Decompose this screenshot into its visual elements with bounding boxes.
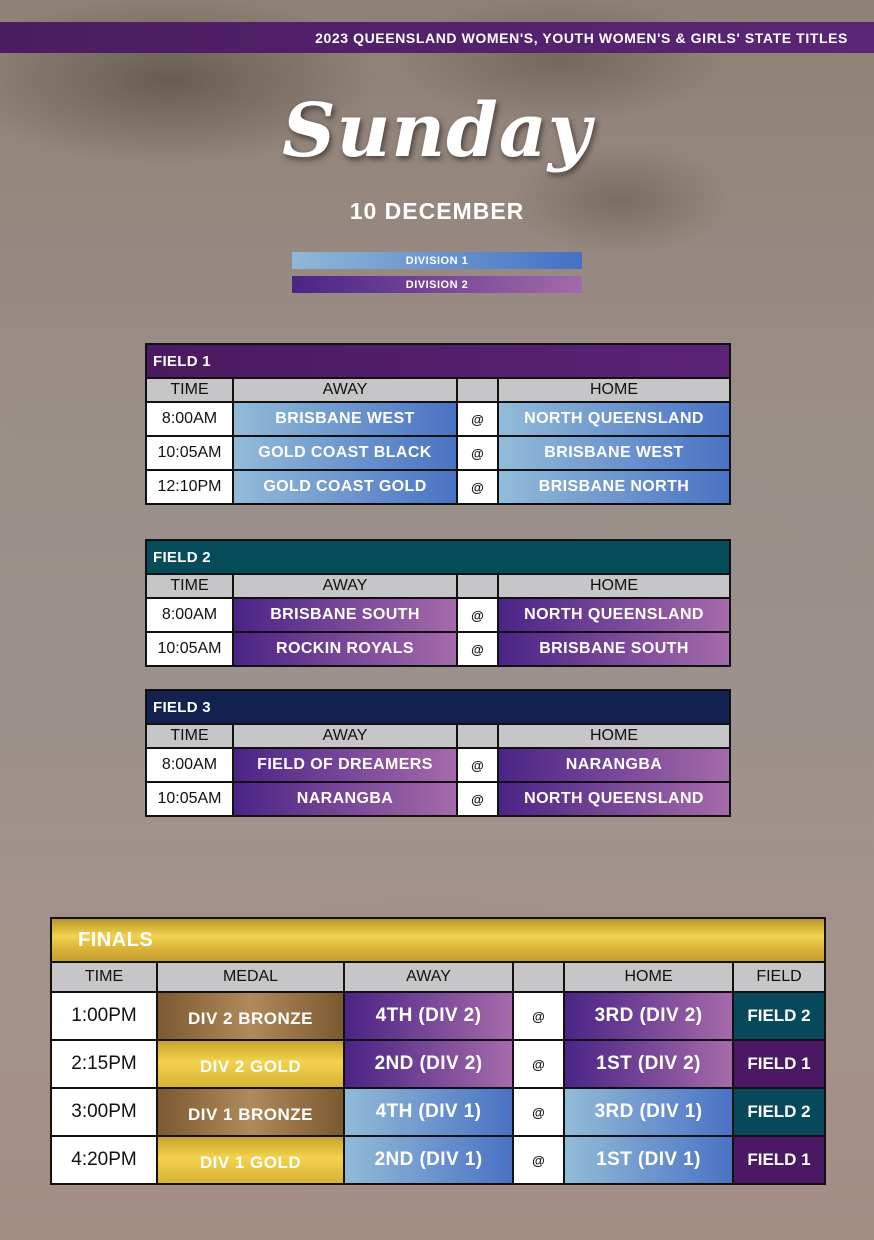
col-away: AWAY	[233, 724, 457, 748]
col-home: HOME	[498, 378, 730, 402]
away-team: FIELD OF DREAMERS	[233, 748, 457, 782]
table-row	[146, 402, 730, 436]
home-team: NORTH QUEENSLAND	[498, 782, 730, 816]
game-time: 10:05AM	[146, 782, 233, 816]
away-team: 2ND (DIV 1)	[344, 1136, 513, 1184]
game-time: 4:20PM	[51, 1136, 157, 1184]
field-1-table	[145, 343, 731, 505]
away-team: NARANGBA	[233, 782, 457, 816]
at-sign: @	[457, 598, 498, 632]
col-away: AWAY	[233, 574, 457, 598]
home-team: NORTH QUEENSLAND	[498, 598, 730, 632]
table-row	[51, 1136, 825, 1184]
col-time: TIME	[146, 378, 233, 402]
away-team: 2ND (DIV 2)	[344, 1040, 513, 1088]
medal-label: DIV 1 GOLD	[157, 1136, 344, 1184]
home-team: 3RD (DIV 1)	[564, 1088, 733, 1136]
col-field: FIELD	[733, 962, 825, 992]
away-team: GOLD COAST BLACK	[233, 436, 457, 470]
home-team: 3RD (DIV 2)	[564, 992, 733, 1040]
game-time: 2:15PM	[51, 1040, 157, 1088]
col-at	[457, 574, 498, 598]
table-row	[146, 598, 730, 632]
game-time: 10:05AM	[146, 436, 233, 470]
game-time: 3:00PM	[51, 1088, 157, 1136]
home-team: BRISBANE SOUTH	[498, 632, 730, 666]
header-banner	[0, 22, 874, 53]
table-row	[146, 470, 730, 504]
table-row	[146, 782, 730, 816]
at-sign: @	[457, 782, 498, 816]
table-row	[146, 748, 730, 782]
table-row	[51, 1040, 825, 1088]
col-home: HOME	[498, 574, 730, 598]
col-away: AWAY	[344, 962, 513, 992]
home-team: 1ST (DIV 2)	[564, 1040, 733, 1088]
legend-division-1: DIVISION 1	[292, 252, 582, 269]
field-3-table	[145, 689, 731, 817]
away-team: GOLD COAST GOLD	[233, 470, 457, 504]
finals-table	[50, 917, 826, 1185]
away-team: ROCKIN ROYALS	[233, 632, 457, 666]
table-row	[146, 436, 730, 470]
medal-label: DIV 1 BRONZE	[157, 1088, 344, 1136]
away-team: 4TH (DIV 2)	[344, 992, 513, 1040]
col-time: TIME	[51, 962, 157, 992]
at-sign: @	[513, 1136, 564, 1184]
game-time: 10:05AM	[146, 632, 233, 666]
home-team: NARANGBA	[498, 748, 730, 782]
at-sign: @	[457, 436, 498, 470]
field-2-title: FIELD 2	[146, 540, 730, 574]
game-time: 12:10PM	[146, 470, 233, 504]
col-home: HOME	[564, 962, 733, 992]
field-1-title: FIELD 1	[146, 344, 730, 378]
at-sign: @	[457, 632, 498, 666]
home-team: BRISBANE NORTH	[498, 470, 730, 504]
at-sign: @	[457, 748, 498, 782]
finals-title: FINALS	[51, 918, 825, 962]
game-time: 8:00AM	[146, 402, 233, 436]
medal-label: DIV 2 BRONZE	[157, 992, 344, 1040]
date-label: 10 DECEMBER	[349, 198, 525, 224]
home-team: NORTH QUEENSLAND	[498, 402, 730, 436]
field-2-table	[145, 539, 731, 667]
medal-label: DIV 2 GOLD	[157, 1040, 344, 1088]
table-row	[51, 992, 825, 1040]
col-at	[457, 724, 498, 748]
home-team: BRISBANE WEST	[498, 436, 730, 470]
col-home: HOME	[498, 724, 730, 748]
away-team: BRISBANE WEST	[233, 402, 457, 436]
field-label: FIELD 2	[733, 1088, 825, 1136]
home-team: 1ST (DIV 1)	[564, 1136, 733, 1184]
header-title: 2023 QUEENSLAND WOMEN'S, YOUTH WOMEN'S & GIRLS' STATE TITLES	[315, 29, 848, 46]
game-time: 1:00PM	[51, 992, 157, 1040]
at-sign: @	[513, 1040, 564, 1088]
away-team: BRISBANE SOUTH	[233, 598, 457, 632]
col-away: AWAY	[233, 378, 457, 402]
at-sign: @	[513, 1088, 564, 1136]
game-time: 8:00AM	[146, 748, 233, 782]
col-time: TIME	[146, 574, 233, 598]
away-team: 4TH (DIV 1)	[344, 1088, 513, 1136]
field-label: FIELD 1	[733, 1040, 825, 1088]
col-time: TIME	[146, 724, 233, 748]
col-at	[513, 962, 564, 992]
at-sign: @	[513, 992, 564, 1040]
table-row	[51, 1088, 825, 1136]
legend-division-2: DIVISION 2	[292, 276, 582, 293]
at-sign: @	[457, 470, 498, 504]
col-medal: MEDAL	[157, 962, 344, 992]
field-label: FIELD 2	[733, 992, 825, 1040]
field-label: FIELD 1	[733, 1136, 825, 1184]
table-row	[146, 632, 730, 666]
col-at	[457, 378, 498, 402]
day-title: Sunday	[282, 88, 592, 174]
field-3-title: FIELD 3	[146, 690, 730, 724]
at-sign: @	[457, 402, 498, 436]
game-time: 8:00AM	[146, 598, 233, 632]
